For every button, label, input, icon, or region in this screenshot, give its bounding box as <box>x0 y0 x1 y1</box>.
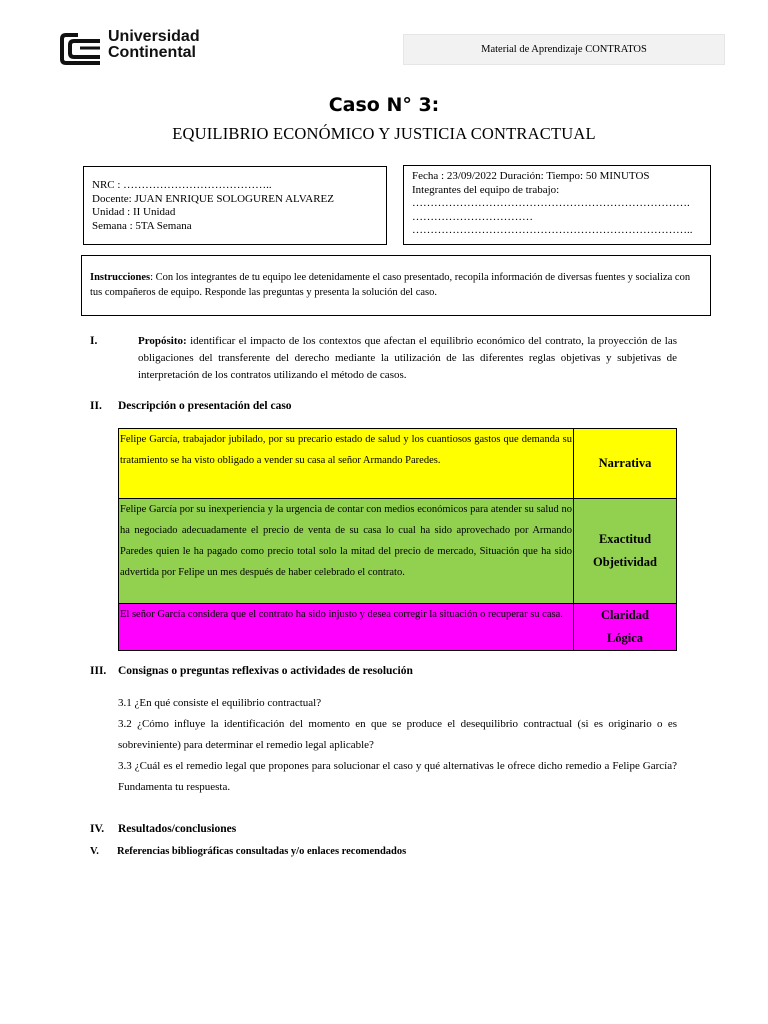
section-5-title: Referencias bibliográficas consultadas y/o enlaces recomendados <box>117 846 407 857</box>
unidad-field: Unidad : II Unidad <box>92 206 176 218</box>
instructions-text: : Con los integrantes de tu equipo lee detenidamente el caso presentado, recopila información de diversas fuentes y socializa con tus compañeros de equipo. Responde las preguntas y presenta la solución del caso. <box>90 272 691 298</box>
section-3-title: Consignas o preguntas reflexivas o actividades de resolución <box>118 665 413 677</box>
integrantes-label: Integrantes del equipo de trabajo: <box>412 183 560 196</box>
question-3-1: 3.1 ¿En qué consiste el equilibrio contractual? <box>118 697 322 709</box>
case-text: Felipe García, trabajador jubilado, por su precario estado de salud y los cuantiosos gastos que demanda su tratamiento se ha visto obligado a vender su casa al señor Armando Paredes. <box>119 429 574 499</box>
case-text: El señor García considera que el contrato ha sido injusto y desea corregir la situación o recuperar su casa. <box>119 604 574 651</box>
instructions-label: Instrucciones <box>90 272 151 283</box>
purpose-text: identificar el impacto de los contextos que afectan el equilibrio económico del contrato, la proyección de las obligaciones del transferente del derecho mediante la utilización de las diferentes reglas objetivas y subjetivas de interpretación de los contratos utilizando el método de casos. <box>138 335 677 381</box>
case-title: Caso N° 3: <box>328 94 440 116</box>
tag-label: Narrativa <box>598 456 652 470</box>
case-row-exactitud <box>119 499 677 604</box>
material-header <box>403 34 725 65</box>
logo-text <box>108 29 200 61</box>
case-text: Felipe García por su inexperiencia y la urgencia de contar con medios económicos para atender su salud no ha negociado adecuadamente el precio de venta de su casa lo cual ha sido aprovechado por Armando Paredes quien le ha pagado como precio total solo la mitad del precio de mercado, Situación que ha sido advertida por Felipe un mes después de haber celebrado el contrato. <box>119 499 574 604</box>
fecha-field: Fecha : 23/09/2022 Duración: Tiempo: 50 MINUTOS <box>412 170 650 182</box>
case-row-claridad <box>119 604 677 651</box>
case-table <box>118 428 677 651</box>
team-info-box <box>403 165 711 245</box>
case-tag <box>574 604 677 651</box>
semana-field: Semana : 5TA Semana <box>92 219 192 232</box>
question-3-2: 3.2 ¿Cómo influye la identificación del momento en que se produce el desequilibrio contractual (si es originario o es sobreviniente) para determinar el remedio legal aplicable? <box>118 718 677 751</box>
integrantes-line-2: …………………………… <box>412 210 533 223</box>
tag-label: Lógica <box>606 631 644 645</box>
nrc-field: NRC : ………………………………….. <box>92 179 272 191</box>
section-4-title: Resultados/conclusiones <box>118 823 237 835</box>
case-row-narrative <box>119 429 677 499</box>
course-info-box <box>83 166 387 245</box>
docente-field: Docente: JUAN ENRIQUE SOLOGUREN ALVAREZ <box>92 192 334 205</box>
section-2-title: Descripción o presentación del caso <box>118 400 292 412</box>
integrantes-line-3: ………………………………………………………………….. <box>412 224 693 236</box>
logo-line2: Continental <box>108 44 196 61</box>
section-1-purpose <box>138 333 677 384</box>
tag-label: Objetividad <box>593 555 657 569</box>
integrantes-line-1: …………………………………………………………………. <box>412 197 690 209</box>
case-tag <box>574 499 677 604</box>
section-3-number: III. <box>90 665 107 677</box>
logo-line1: Universidad <box>108 28 200 45</box>
case-subtitle: EQUILIBRIO ECONÓMICO Y JUSTICIA CONTRACTUAL <box>172 124 596 143</box>
section-1-number: I. <box>90 335 98 347</box>
section-2-number: II. <box>90 400 102 412</box>
purpose-label: Propósito: <box>138 335 187 347</box>
case-tag <box>574 429 677 499</box>
tag-label: Exactitud <box>598 532 652 546</box>
instructions-box <box>81 255 711 316</box>
question-3-3: 3.3 ¿Cuál es el remedio legal que propones para solucionar el caso y qué alternativas le ofrece dicho remedio a Felipe García? Fundamenta tu respuesta. <box>118 760 677 793</box>
tag-label: Claridad <box>601 608 649 622</box>
material-label: Material de Aprendizaje CONTRATOS <box>481 44 647 55</box>
university-logo <box>60 31 108 67</box>
section-4-number: IV. <box>90 823 105 835</box>
section-5-number: V. <box>90 846 99 857</box>
